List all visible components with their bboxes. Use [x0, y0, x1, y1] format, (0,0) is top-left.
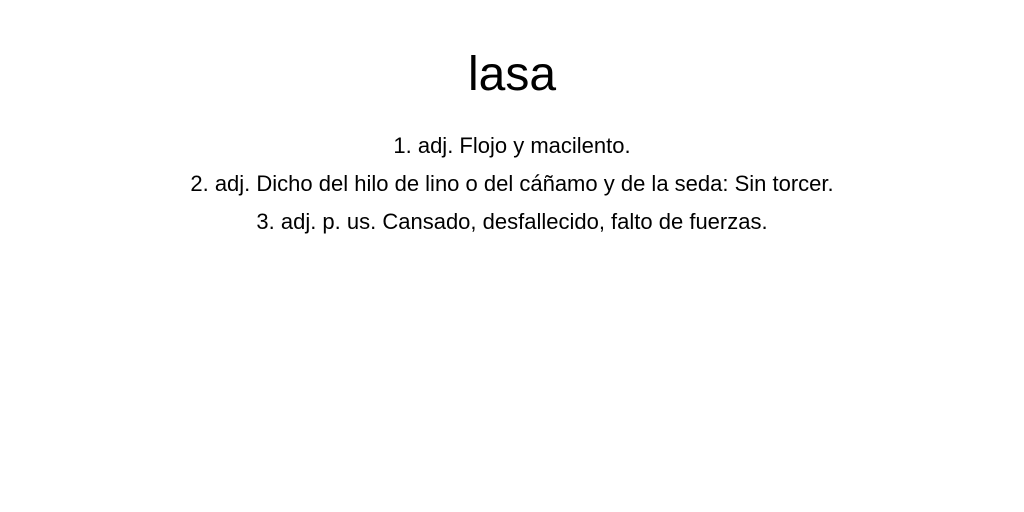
definitions-list	[0, 127, 1024, 241]
definition-3: 3. adj. p. us. Cansado, desfallecido, falto de fuerzas.	[256, 209, 768, 234]
definition-1: 1. adj. Flojo y macilento.	[393, 133, 631, 158]
definition-2: 2. adj. Dicho del hilo de lino o del cáñamo y de la seda: Sin torcer.	[190, 171, 834, 196]
headword: lasa	[467, 48, 557, 101]
